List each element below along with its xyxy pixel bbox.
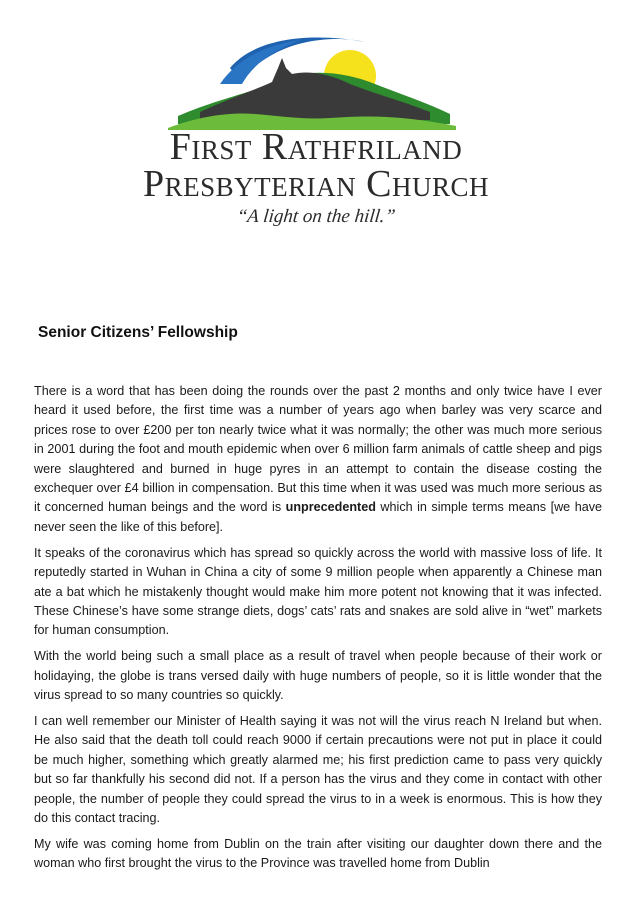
paragraph-1-text-a: There is a word that has been doing the rounds over the past 2 months and only twice have I ever heard it used before, the first time was a number of years ago when barley was very scarce and prices rose to over £200 per ton nearly twice what it was normally; the other was much more serious in 2001 during the foot and mouth epidemic when over 6 million farm animals of cattle sheep and pigs were slaughtered and burned in huge pyres in an attempt to contain the disease costing the exchequer over £4 billion in compensation. But this time when it was used was much more serious as it concerned human beings and the word is (34, 384, 602, 515)
church-name-line-1: First Rathfriland (169, 126, 463, 168)
church-logo-header (0, 0, 632, 250)
paragraph-3: With the world being such a small place as a result of travel when people because of their work or holidaying, the globe is trans versed daily with huge numbers of people, so it is little wonder that the virus spread to so many countries so quickly. (34, 649, 602, 703)
paragraph-4: I can well remember our Minister of Health saying it was not will the virus reach N Ireland but when. He also said that the death toll could reach 9000 if certain precautions were not put in place it could be much higher, something which greatly alarmed me; his first prediction came to pass very quickly but so far thankfully his second did not. If a person has the virus and they come in contact with other people, the number of people they could spread the virus to in a week is enormous. This is how they do this contact tracing. (34, 714, 602, 826)
paragraph-1-bold-word: unprecedented (285, 500, 376, 515)
paragraph-5: My wife was coming home from Dublin on the train after visiting our daughter down there and the woman who first brought the virus to the Province was travelled home from Dublin (34, 836, 602, 871)
church-name-line-2: Presbyterian Church (143, 163, 489, 205)
paragraph-2: It speaks of the coronavirus which has spread so quickly across the world with massive loss of life. It reputedly started in Wuhan in China a city of some 9 million people when apparently a Chinese man ate a bat which he mistakenly thought would make him more potent not knowing that it was infected. These Chinese’s have some strange diets, dogs’ cats’ rats and snakes are sold alive in “wet” markets for human consumption. (34, 545, 602, 638)
article-body (34, 382, 602, 880)
section-title: Senior Citizens’ Fellowship (38, 324, 238, 341)
paragraph-1 (34, 382, 602, 537)
paragraph-1-text-b: which in simple terms means [we have never seen the like of this before]. (34, 500, 602, 534)
tagline: “A light on the hill.” (235, 206, 397, 227)
hill-with-sun-logo-icon (160, 28, 460, 130)
